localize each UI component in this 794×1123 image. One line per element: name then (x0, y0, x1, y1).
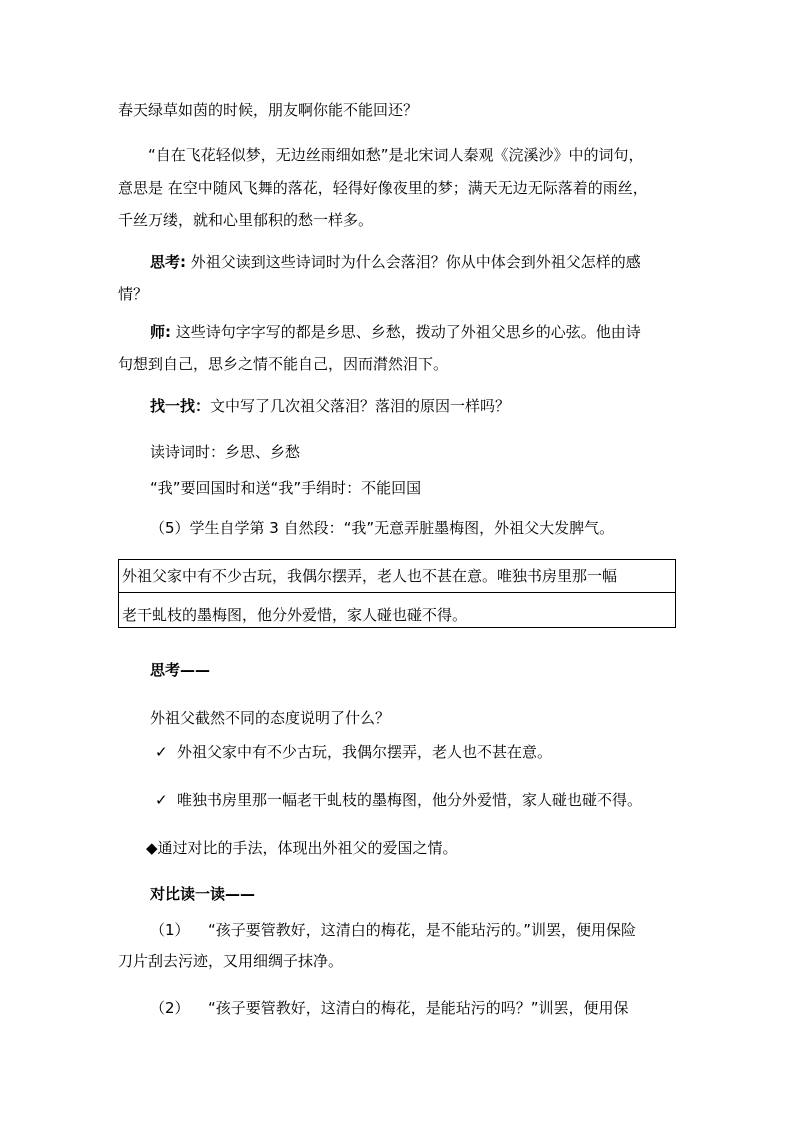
check-item (155, 790, 642, 810)
reason-item: 读诗词时：乡思、乡愁 (150, 443, 301, 461)
compare-text: “孩子要管教好，这清白的梅花，是能玷污的吗？”训罢，便用保 (208, 999, 629, 1017)
reason-item: “我”要回国时和送“我”手绢时：不能回国 (150, 479, 422, 497)
find-text: 文中写了几次祖父落泪？落泪的原因一样吗？ (210, 397, 511, 415)
teacher-note-cont: 句想到自己，思乡之情不能自己，因而潸然泪下。 (118, 355, 449, 373)
think-question-cont: 情？ (118, 285, 149, 303)
conclusion (146, 838, 458, 858)
find-task (150, 396, 510, 416)
compare-text: “孩子要管教好，这清白的梅花，是不能玷污的。”训罢，便用保险 (208, 921, 637, 939)
check-text: 唯独书房里那一幅老干虬枝的墨梅图，他分外爱惜，家人碰也碰不得。 (177, 791, 643, 809)
think2-label: 思考—— (150, 661, 211, 679)
teacher-note (150, 322, 641, 342)
check-icon: ✓ (155, 743, 168, 761)
paragraph-line: 意思是 在空中随风飞舞的落花，轻得好像夜里的梦；满天无边无际落着的雨丝， (118, 179, 648, 197)
teacher-label: 师: (150, 323, 171, 341)
compare-label: 对比读一读—— (150, 885, 256, 903)
compare-number: （1） (150, 921, 190, 939)
paragraph-line: 春天绿草如茵的时候，朋友啊你能不能回还？ (118, 101, 419, 119)
paragraph-line: “自在飞花轻似梦，无边丝雨细如愁”是北宋词人秦观《浣溪沙》中的词句， (148, 146, 644, 164)
check-item (155, 742, 552, 762)
compare-text-cont: 刀片刮去污迹，又用细绸子抹净。 (118, 952, 344, 970)
diamond-icon: ◆ (146, 839, 158, 857)
compare-number: （2） (150, 999, 190, 1017)
find-label: 找一找： (150, 397, 211, 415)
quote-line: 老干虬枝的墨梅图，他分外爱惜，家人碰也碰不得。 (122, 606, 468, 624)
reason-item: （5）学生自学第 3 自然段：“我”无意弄脏墨梅图，外祖父大发脾气。 (150, 519, 615, 537)
think2-question: 外祖父截然不同的态度说明了什么？ (150, 709, 391, 727)
think-question (150, 252, 641, 272)
think-label: 思考: (150, 253, 186, 271)
check-icon: ✓ (155, 791, 168, 809)
quote-line: 外祖父家中有不少古玩，我偶尔摆弄，老人也不甚在意。唯独书房里那一幅 (122, 567, 618, 585)
quote-box-divider (118, 592, 676, 593)
conclusion-text: 通过对比的手法，体现出外祖父的爱国之情。 (157, 839, 458, 857)
check-text: 外祖父家中有不少古玩，我偶尔摆弄，老人也不甚在意。 (177, 743, 553, 761)
paragraph-line: 千丝万缕，就和心里郁积的愁一样多。 (118, 211, 374, 229)
think-text: 外祖父读到这些诗词时为什么会落泪？你从中体会到外祖父怎样的感 (186, 253, 641, 271)
teacher-text: 这些诗句字字写的都是乡思、乡愁，拨动了外祖父思乡的心弦。他由诗 (171, 323, 641, 341)
